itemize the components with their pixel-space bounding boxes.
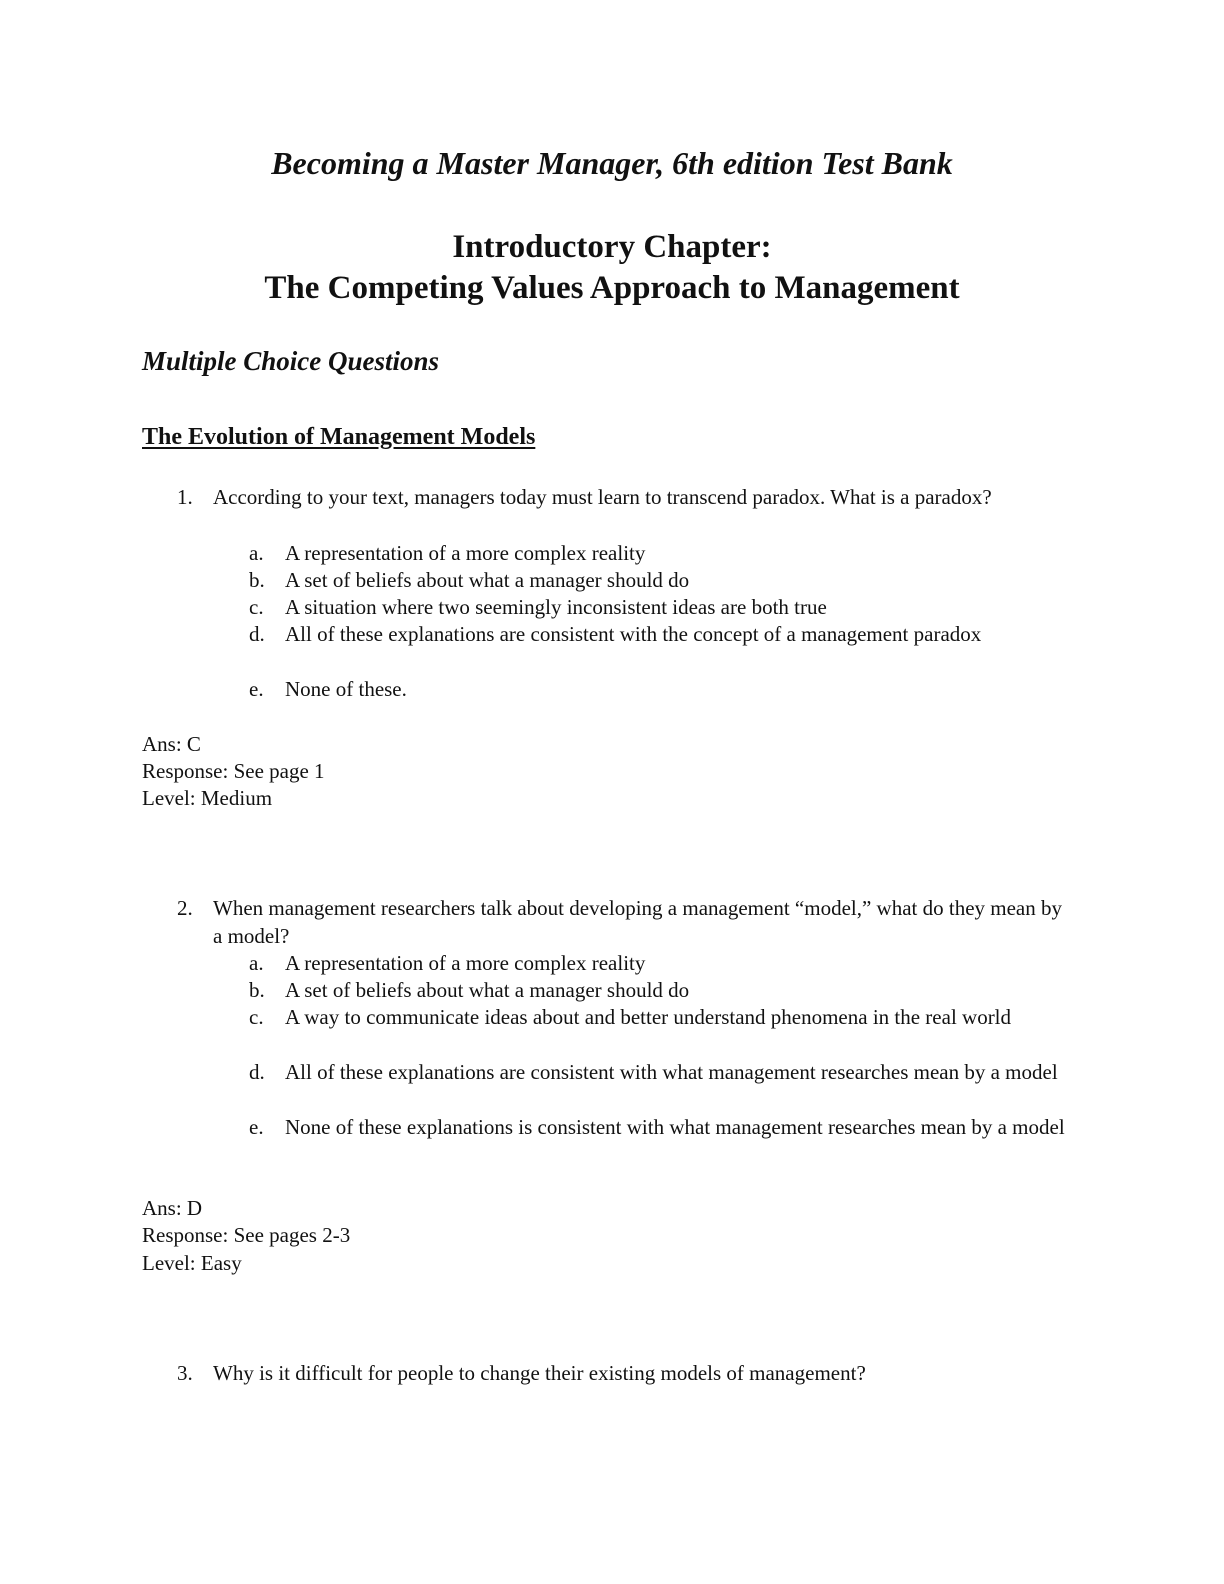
option-text: None of these explanations is consistent with what management researches mean by a model: [285, 1115, 1065, 1139]
answer-line: Ans: C: [142, 732, 201, 756]
question-number: 3.: [177, 1361, 193, 1385]
chapter-title-line-2: The Competing Values Approach to Management: [264, 270, 960, 306]
chapter-title: [0, 227, 1224, 309]
option-letter: b.: [249, 978, 265, 1002]
option-letter: a.: [249, 541, 264, 565]
option-letter: a.: [249, 951, 264, 975]
option-text: A set of beliefs about what a manager should do: [285, 568, 690, 592]
question-text: When management researchers talk about developing a management “model,” what do they mean by a model?: [213, 896, 1063, 948]
chapter-title-line-1: Introductory Chapter:: [452, 229, 772, 265]
option-letter: c.: [249, 1005, 264, 1029]
option-text: A situation where two seemingly inconsistent ideas are both true: [285, 595, 827, 619]
question-text: According to your text, managers today must learn to transcend paradox. What is a paradox?: [213, 485, 992, 509]
option-text: None of these.: [285, 677, 407, 701]
option-text: A set of beliefs about what a manager should do: [285, 978, 690, 1002]
option-letter: d.: [249, 1060, 265, 1084]
option-letter: b.: [249, 568, 265, 592]
response-line: Response: See pages 2-3: [142, 1223, 351, 1247]
option-text: A representation of a more complex reality: [285, 951, 646, 975]
question-text: Why is it difficult for people to change their existing models of management?: [213, 1361, 866, 1385]
option-text: All of these explanations are consistent with what management researches mean by a model: [285, 1060, 1058, 1084]
level-line: Level: Easy: [142, 1251, 242, 1275]
question-number: 2.: [177, 896, 193, 920]
option-text: All of these explanations are consistent with the concept of a management paradox: [285, 622, 982, 646]
option-letter: c.: [249, 595, 264, 619]
question-number: 1.: [177, 485, 193, 509]
option-letter: d.: [249, 622, 265, 646]
level-line: Level: Medium: [142, 786, 273, 810]
option-text: A representation of a more complex reality: [285, 541, 646, 565]
answer-line: Ans: D: [142, 1196, 203, 1220]
document-title: Becoming a Master Manager, 6th edition Test Bank: [271, 145, 953, 181]
response-line: Response: See page 1: [142, 759, 325, 783]
section-heading: Multiple Choice Questions: [142, 346, 440, 376]
option-text: A way to communicate ideas about and better understand phenomena in the real world: [285, 1005, 1012, 1029]
subsection-heading: The Evolution of Management Models: [142, 424, 536, 450]
option-letter: e.: [249, 677, 264, 701]
option-letter: e.: [249, 1115, 264, 1139]
